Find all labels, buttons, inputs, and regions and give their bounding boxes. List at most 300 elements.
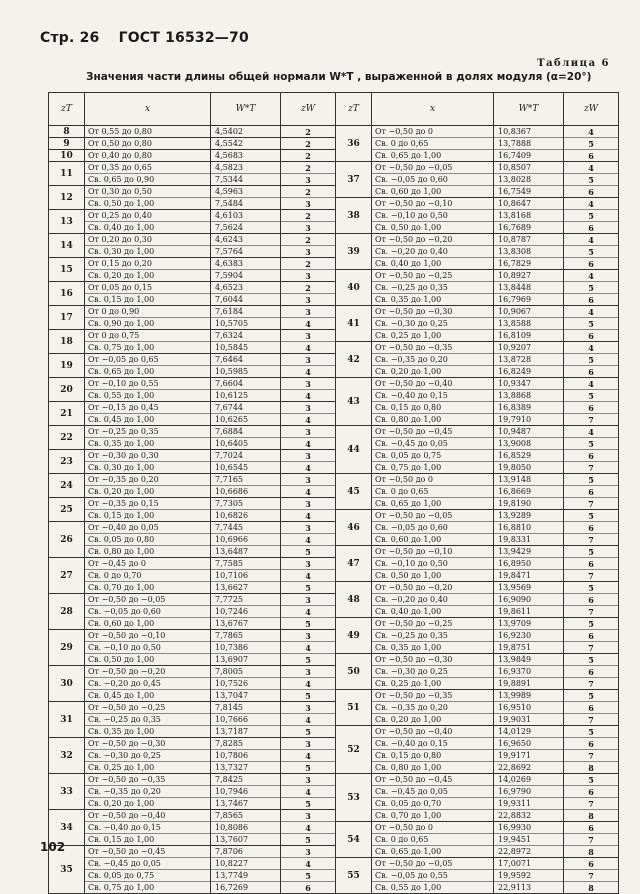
zt-value: 10 [49,150,85,162]
w-value: 7,5484 [211,197,280,209]
zw-value: 3 [281,221,335,233]
x-cell [372,774,494,822]
range-line: Св. 0,75 до 1,00 [85,341,210,353]
w-value: 16,7409 [494,149,563,161]
zw-value: 3 [305,846,311,857]
table-row [49,234,336,258]
table-row [49,474,336,498]
zw-value: 4 [281,389,335,401]
w-value: 4,6383 [215,258,243,268]
w-value: 13,8308 [494,245,563,257]
z-cell [281,630,336,666]
w-value: 13,9709 [498,618,532,628]
zw-value: 5 [281,653,335,665]
z-cell [564,162,619,198]
zw-value: 5 [588,774,594,785]
table-left [48,92,336,894]
zt-value: 43 [336,378,372,426]
w-value: 16,7269 [211,881,280,893]
range-line: От −0,50 до −0,30 [375,654,453,664]
range-line: Св. 0,05 до 0,75 [85,869,210,881]
w-cell [211,150,281,162]
w-cell [211,402,281,426]
x-cell [372,822,494,858]
range-line: Св. 0,75 до 1,00 [85,881,210,893]
range-line: Св. 0,35 до 1,00 [372,293,493,305]
w-value: 7,7445 [215,522,243,532]
zt-value: 12 [49,186,85,210]
table-row [336,618,619,654]
zw-value: 6 [564,149,618,161]
table-row [49,186,336,210]
w-value: 13,7187 [211,725,280,737]
x-cell [372,474,494,510]
range-line: От 0 до 0,75 [88,330,140,340]
z-cell [281,306,336,330]
w-value: 10,6826 [211,509,280,521]
standard-ref: ГОСТ 16532—70 [118,30,249,46]
w-value: 13,7327 [211,761,280,773]
range-line: Св. 0,40 до 1,00 [85,221,210,233]
w-value: 4,5823 [215,162,243,172]
x-cell [372,510,494,546]
x-cell [85,498,211,522]
zw-value: 3 [305,378,311,389]
zw-value: 5 [281,725,335,737]
zw-value: 3 [281,173,335,185]
w-value: 19,9592 [494,869,563,881]
range-line: От −0,35 до 0,15 [88,498,159,508]
w-value: 10,8507 [498,162,532,172]
w-cell [494,726,564,774]
table-row [49,738,336,774]
w-cell [211,558,281,594]
zt-value: 16 [49,282,85,306]
x-cell [85,522,211,558]
range-line: От −0,50 до 0 [375,822,433,832]
w-cell [211,702,281,738]
table-row [49,378,336,402]
range-line: Св. −0,30 до 0,25 [85,749,210,761]
w-value: 17,0071 [498,858,532,868]
w-value: 13,7607 [211,833,280,845]
z-cell [281,402,336,426]
table-row [336,582,619,618]
w-value: 22,8692 [494,761,563,773]
table-row [336,342,619,378]
range-line: Св. 0,45 до 1,00 [85,413,210,425]
range-line: Св. 0,15 до 1,00 [85,833,210,845]
z-cell [281,426,336,450]
w-value: 19,8471 [494,569,563,581]
range-line: От −0,50 до −0,05 [375,510,453,520]
zw-value: 2 [305,150,311,161]
range-line: От −0,50 до 0 [375,474,433,484]
w-value: 10,6405 [211,437,280,449]
z-cell [564,690,619,726]
zt-value: 20 [49,378,85,402]
x-cell [85,282,211,306]
zw-value: 2 [305,126,311,137]
z-cell [564,726,619,774]
col-zt: zT [336,93,372,126]
x-cell [85,846,211,894]
range-line: Св. 0,20 до 1,00 [372,365,493,377]
range-line: Св. 0,35 до 1,00 [85,725,210,737]
zw-value: 3 [305,498,311,509]
x-cell [85,738,211,774]
zt-value: 30 [49,666,85,702]
table-row [336,774,619,822]
range-line: Св. −0,40 до 0,15 [372,737,493,749]
zw-value: 3 [305,402,311,413]
range-line: Св. 0,40 до 1,00 [372,605,493,617]
x-cell [372,726,494,774]
z-cell [281,702,336,738]
w-cell [211,126,281,138]
x-cell [85,774,211,810]
w-value: 13,6907 [211,653,280,665]
zt-value: 18 [49,330,85,354]
w-value: 10,6686 [211,485,280,497]
w-value: 10,6545 [211,461,280,473]
table-row [336,510,619,546]
zt-value: 33 [49,774,85,810]
col-zt: zT [49,93,85,126]
range-line: Св. −0,20 до 0,40 [372,245,493,257]
range-line: От −0,50 до −0,10 [375,198,453,208]
zw-value: 3 [305,474,311,485]
range-line: Св. 0,65 до 1,00 [85,365,210,377]
w-value: 13,9008 [494,437,563,449]
zt-value: 19 [49,354,85,378]
w-value: 7,8565 [215,810,243,820]
zt-value: 15 [49,258,85,282]
range-line: От −0,50 до −0,45 [375,774,453,784]
w-cell [494,162,564,198]
w-cell [211,498,281,522]
w-value: 10,8787 [498,234,532,244]
range-line: От −0,25 до 0,35 [88,426,159,436]
w-value: 10,9347 [498,378,532,388]
table-row [336,198,619,234]
table-row [49,150,336,162]
range-line: Св. 0,50 до 1,00 [85,653,210,665]
z-cell [281,558,336,594]
x-cell [85,258,211,282]
x-cell [372,858,494,894]
w-cell [211,450,281,474]
zw-value: 4 [281,317,335,329]
range-line: Св. 0,55 до 1,00 [372,881,493,893]
zw-value: 5 [281,833,335,845]
zw-value: 6 [564,737,618,749]
w-value: 7,5624 [211,221,280,233]
zw-value: 3 [281,197,335,209]
zw-value: 7 [564,413,618,425]
range-line: От −0,50 до −0,05 [375,858,453,868]
range-line: Св. 0,65 до 1,00 [372,149,493,161]
range-line: Св. 0,20 до 1,00 [85,797,210,809]
w-value: 10,7386 [211,641,280,653]
zt-value: 32 [49,738,85,774]
z-cell [564,618,619,654]
w-value: 7,7585 [215,558,243,568]
z-cell [564,342,619,378]
zw-value: 4 [281,569,335,581]
table-row [336,822,619,858]
zw-value: 6 [588,822,594,833]
w-value: 7,5764 [211,245,280,257]
table-row [336,474,619,510]
zw-value: 6 [564,521,618,533]
range-line: Св. 0,25 до 1,00 [85,761,210,773]
range-line: От 0 до 0,90 [88,306,140,316]
range-line: От −0,05 до 0,65 [88,354,159,364]
table-row [49,594,336,630]
zw-value: 3 [305,630,311,641]
range-line: Св. −0,10 до 0,50 [85,641,210,653]
w-value: 10,8086 [211,821,280,833]
range-line: Св. 0,80 до 1,00 [85,545,210,557]
z-cell [281,522,336,558]
col-x: x [85,93,211,126]
x-cell [372,378,494,426]
x-cell [85,666,211,702]
w-value: 16,8669 [494,485,563,497]
zw-value: 6 [564,629,618,641]
zw-value: 8 [564,761,618,773]
w-value: 19,9311 [494,797,563,809]
range-line: Св. 0,60 до 1,00 [85,617,210,629]
table-row [336,270,619,306]
zt-value: 29 [49,630,85,666]
w-value: 16,9650 [494,737,563,749]
range-line: Св. 0,65 до 0,90 [85,173,210,185]
zw-value: 5 [281,761,335,773]
w-value: 4,6523 [215,282,243,292]
zw-value: 2 [305,234,311,245]
zw-value: 8 [564,845,618,857]
zw-value: 5 [588,654,594,665]
w-value: 19,7910 [494,413,563,425]
range-line: Св. 0,50 до 1,00 [372,569,493,581]
zw-value: 5 [281,869,335,881]
range-line: Св. −0,45 до 0,05 [85,857,210,869]
w-value: 7,7865 [215,630,243,640]
w-cell [211,426,281,450]
zw-value: 4 [588,162,594,173]
zt-value: 45 [336,474,372,510]
w-value: 10,7246 [211,605,280,617]
table-title: Значения части длины общей нормали W*T , выраженной в долях модуля (α=20°) [86,71,592,83]
table-row [336,306,619,342]
range-line: От −0,50 до −0,30 [375,306,453,316]
range-line: От −0,15 до 0,45 [88,402,159,412]
range-line: От −0,35 до 0,20 [88,474,159,484]
page-header [40,30,263,46]
w-value: 19,8891 [494,677,563,689]
w-cell [494,690,564,726]
table-row [49,774,336,810]
table-row [49,258,336,282]
range-line: Св. 0,25 до 1,00 [372,329,493,341]
w-value: 16,7969 [494,293,563,305]
zw-value: 7 [564,533,618,545]
zt-value: 40 [336,270,372,306]
zw-value: 7 [564,497,618,509]
z-cell [281,162,336,186]
range-line: Св. −0,25 до 0,35 [85,713,210,725]
range-line: От −0,10 до 0,55 [88,378,159,388]
x-cell [85,474,211,498]
w-cell [211,306,281,330]
range-line: Св. −0,30 до 0,25 [372,317,493,329]
z-cell [281,810,336,846]
range-line: Св. −0,45 до 0,05 [372,785,493,797]
range-line: От −0,50 до −0,25 [375,270,453,280]
range-line: От 0,20 до 0,30 [88,234,152,244]
zw-value: 5 [564,173,618,185]
zw-value: 5 [588,510,594,521]
range-line: Св. −0,10 до 0,50 [372,209,493,221]
x-cell [372,618,494,654]
zw-value: 4 [588,270,594,281]
w-value: 10,8367 [498,126,532,136]
range-line: От −0,50 до −0,35 [375,690,453,700]
w-value: 7,6744 [215,402,243,412]
range-line: От −0,50 до −0,05 [375,162,453,172]
range-line: Св. −0,35 до 0,20 [85,785,210,797]
table-row [336,426,619,474]
z-cell [564,510,619,546]
x-cell [372,306,494,342]
range-line: Св. 0,15 до 0,80 [372,401,493,413]
zt-value: 25 [49,498,85,522]
w-value: 13,8588 [494,317,563,329]
zt-value: 35 [49,846,85,894]
w-value: 13,9429 [498,546,532,556]
zw-value: 4 [281,821,335,833]
zw-value: 3 [305,522,311,533]
range-line: Св. −0,30 до 0,25 [372,665,493,677]
table-row [336,726,619,774]
x-cell [372,426,494,474]
zw-value: 5 [588,546,594,557]
w-value: 19,9031 [494,713,563,725]
w-cell [494,426,564,474]
w-cell [494,582,564,618]
range-line: От −0,50 до −0,40 [88,810,166,820]
range-line: Св. 0,90 до 1,00 [85,317,210,329]
zw-value: 6 [564,257,618,269]
w-value: 10,6125 [211,389,280,401]
w-value: 13,8448 [494,281,563,293]
col-w: W*T [211,93,281,126]
zw-value: 6 [564,449,618,461]
w-value: 7,7725 [215,594,243,604]
z-cell [564,474,619,510]
w-value: 10,5985 [211,365,280,377]
zw-value: 4 [281,341,335,353]
w-value: 13,8028 [494,173,563,185]
zt-value: 49 [336,618,372,654]
w-value: 10,7806 [211,749,280,761]
range-line: Св. 0 до 0,65 [372,485,493,497]
w-value: 4,6103 [215,210,243,220]
w-value: 13,9989 [498,690,532,700]
table-row [49,354,336,378]
x-cell [372,270,494,306]
w-value: 4,6243 [215,234,243,244]
range-line: Св. 0,75 до 1,00 [372,461,493,473]
range-line: От 0,50 до 0,80 [88,138,152,148]
zw-value: 4 [588,234,594,245]
table-row [49,810,336,846]
zw-value: 5 [588,618,594,629]
w-value: 16,8389 [494,401,563,413]
range-line: Св. 0,70 до 1,00 [372,809,493,821]
w-value: 7,8706 [215,846,243,856]
w-value: 16,8249 [494,365,563,377]
table-row [49,558,336,594]
zw-value: 2 [305,258,311,269]
range-line: Св. 0,35 до 1,00 [85,437,210,449]
z-cell [281,378,336,402]
range-line: Св. 0,15 до 0,80 [372,749,493,761]
zw-value: 7 [564,749,618,761]
zw-value: 4 [281,437,335,449]
zw-value: 4 [588,378,594,389]
zw-value: 3 [305,450,311,461]
range-line: От −0,50 до −0,45 [375,426,453,436]
w-value: 7,6464 [215,354,243,364]
z-cell [564,234,619,270]
range-line: От 0,05 до 0,15 [88,282,152,292]
zw-value: 4 [281,509,335,521]
w-value: 16,9510 [494,701,563,713]
x-cell [85,234,211,258]
w-cell [494,546,564,582]
w-cell [211,186,281,210]
range-line: От −0,50 до −0,25 [375,618,453,628]
zw-value: 4 [281,461,335,473]
zt-value: 52 [336,726,372,774]
w-cell [494,618,564,654]
col-zw: zW [564,93,619,126]
z-cell [564,546,619,582]
w-cell [211,354,281,378]
x-cell [85,150,211,162]
zw-value: 5 [281,797,335,809]
zw-value: 7 [564,641,618,653]
z-cell [564,858,619,894]
zw-value: 5 [564,281,618,293]
w-value: 10,7106 [211,569,280,581]
range-line: Св. 0,55 до 1,00 [85,389,210,401]
w-value: 10,8927 [498,270,532,280]
range-line: От −0,40 до 0,05 [88,522,159,532]
range-line: От 0,25 до 0,40 [88,210,152,220]
x-cell [85,702,211,738]
range-line: Св. −0,05 до 0,60 [372,173,493,185]
w-value: 16,7689 [494,221,563,233]
zw-value: 3 [305,306,311,317]
z-cell [281,282,336,306]
w-value: 7,5904 [211,269,280,281]
page-number: 102 [40,840,66,854]
w-value: 7,8145 [215,702,243,712]
